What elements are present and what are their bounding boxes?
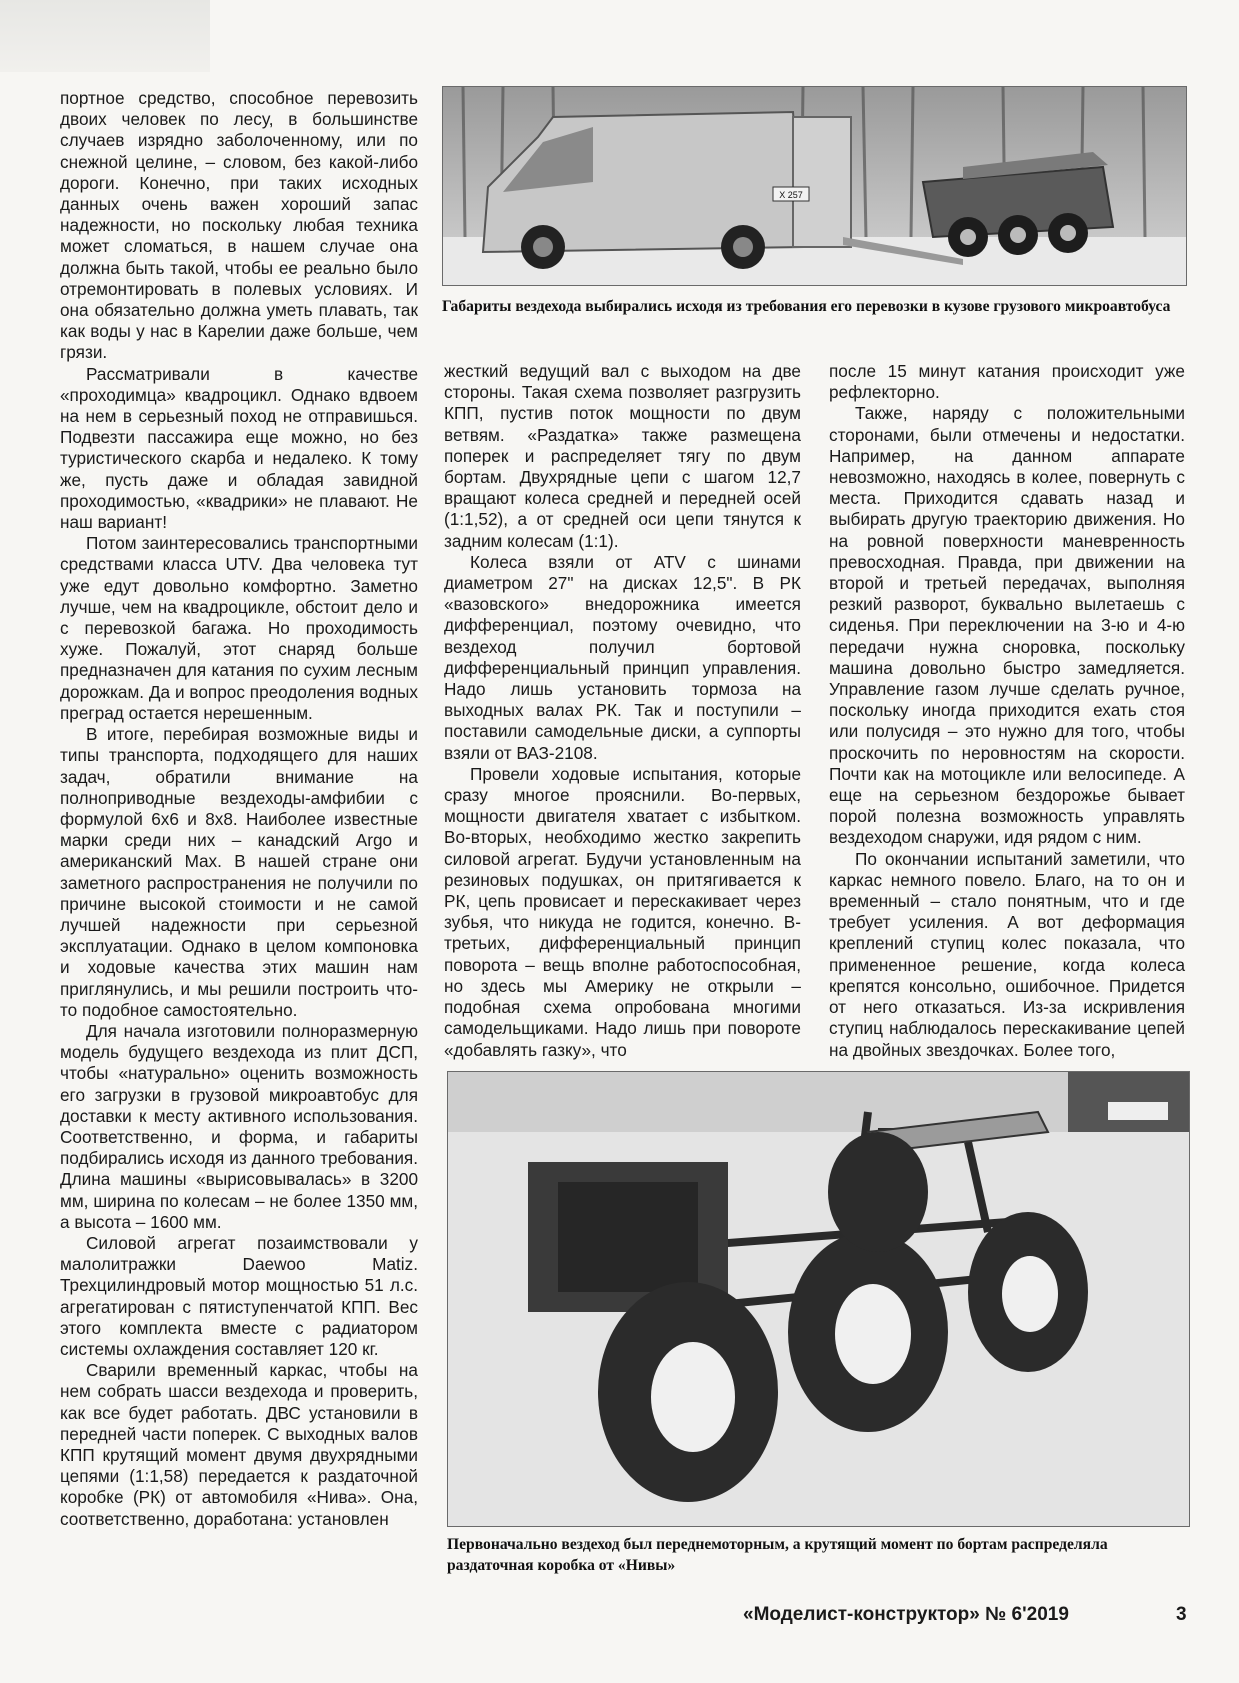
paragraph: портное средство, способное перевозить двоих человек по лесу, в большинстве случаев изрядно заболоченному, или по снежной целине, – словом, без какой-либо дороги. Конечно, при таких исходных данных очень важен хороший запас надежности, но поскольку любая техника может сломаться, в нашем случае она должна быть такой, чтобы ее реально было отремонтировать в полевых условиях. И она обязательно должна уметь плавать, так как воды у нас в Карелии даже больше, чем грязи. bbox=[60, 88, 418, 363]
text-column-2 bbox=[444, 361, 801, 1061]
photo-van-and-vehicle bbox=[442, 86, 1187, 286]
photo-chassis-in-snow bbox=[447, 1071, 1190, 1527]
text-column-3 bbox=[829, 361, 1185, 1061]
paragraph: Для начала изготовили полноразмерную модель будущего вездехода из плит ДСП, чтобы «натурально» оценить возможность его загрузки в грузовой микроавтобус для доставки к месту активного использования. Соответственно, и форма, и габариты подбирались исходя из данного требования. Длина машины «вырисовывалась» в 3200 мм, ширина по колесам – не более 1350 мм, а высота – 1600 мм. bbox=[60, 1020, 418, 1232]
paragraph: В итоге, перебирая возможные виды и типы транспорта, подходящего для наших задач, обратили внимание на полноприводные вездеходы-амфибии с формулой 6х6 и 8х8. Наиболее известные марки среди них – канадский Argo и американский Max. В нашей стране они заметного распространения не получили по причине высокой стоимости и не самой лучшей надежности при серьезной эксплуатации. Однако в целом компоновка и ходовые качества этих машин нам приглянулись, и мы решили построить что-то подобное самостоятельно. bbox=[60, 724, 418, 1020]
photo-caption: Габариты вездехода выбирались исходя из требования его перевозки в кузове грузового микроавтобуса bbox=[442, 298, 1171, 315]
paragraph: Потом заинтересовались транспортными средствами класса UTV. Два человека тут уже едут довольно комфортно. Заметно лучше, чем на квадроцикле, обстоит дело и с перевозкой багажа. Но проходимость хуже. Пожалуй, этот снаряд больше предназначен для катания по сухим лесным дорожкам. Да и вопрос преодоления водных преград остается нерешенным. bbox=[60, 533, 418, 723]
scan-corner-shadow bbox=[0, 0, 210, 72]
photo-caption: Первоначально вездеход был переднемоторным, а крутящий момент по бортам распределяла раздаточная коробка от «Нивы» bbox=[447, 1536, 1108, 1574]
paragraph: после 15 минут катания происходит уже рефлекторно. bbox=[829, 361, 1185, 403]
paragraph: По окончании испытаний заметили, что каркас немного повело. Благо, на то он и временный – стало понятным, что и где требует усиления. А вот деформация креплений ступиц колес показала, что примененное решение, когда колеса крепятся консольно, ошибочное. Придется от него отказаться. Из-за искривления ступиц наблюдалось перескакивание цепей на двойных звездочках. Более того, bbox=[829, 848, 1185, 1060]
page-number: 3 bbox=[1176, 1604, 1187, 1625]
plate-text: Х 257 bbox=[779, 190, 803, 200]
paragraph: Также, наряду с положительными сторонами, были отмечены и недостатки. Например, на данном аппарате невозможно, находясь в колее, повернуть с места. Приходится сдавать назад и выбирать другую траекторию движения. Но на ровной поверхности маневренность превосходная. Правда, при движении на второй и третьей передачах, выполняя резкий разворот, буквально вылетаешь с сиденья. При переключении на 3-ю и 4-ю передачи нужна сноровка, поскольку машина довольно быстро замедляется. Управление газом лучше сделать ручное, поскольку иногда приходится ехать стоя или полусидя – это нужно для того, чтобы проскочить по неровностям на скорости. Почти как на мотоцикле или велосипеде. А еще на серьезном бездорожье бывает порой полезна возможность управлять вездеходом снаружи, идя рядом с ним. bbox=[829, 403, 1185, 848]
paragraph: Провели ходовые испытания, которые сразу многое прояснили. Во-первых, мощности двигателя хватает с избытком. Во-вторых, необходимо жестко закрепить силовой агрегат. Будучи установленным на резиновых подушках, он притягивается к РК, цепь провисает и перескакивает через зубья, что никуда не годится, конечно. В-третьих, дифференциальный принцип поворота – вещь вполне работоспособная, но здесь мы Америку не открыли – подобная схема опробована многими самодельщиками. Надо лишь при повороте «добавлять газку», что bbox=[444, 763, 801, 1060]
paragraph: жесткий ведущий вал с выходом на две стороны. Такая схема позволяет разгрузить КПП, пустив поток мощности по двум ветвям. «Раздатка» также размещена поперек и распределяет тягу по двум бортам. Двухрядные цепи с шагом 12,7 вращают колеса средней и передней осей (1:1,52), а от средней оси цепи тянутся к задним колесам (1:1). bbox=[444, 361, 801, 551]
photo-van-illustration bbox=[443, 87, 1186, 285]
paragraph: Колеса взяли от ATV с шинами диаметром 27" на дисках 12,5". В РК «вазовского» внедорожника имеется дифференциал, поэтому очевидно, что вездеход получил бортовой дифференциальный принцип управления. Надо лишь установить тормоза на выходных валах РК. Так и поступили – поставили самодельные диски, а суппорты взяли от ВАЗ-2108. bbox=[444, 551, 801, 763]
paragraph: Силовой агрегат позаимствовали у малолитражки Daewoo Matiz. Трехцилиндровый мотор мощностью 51 л.с. агрегатирован с пятиступенчатой КПП. Вес этого комплекта вместе с радиатором системы охлаждения составляет 120 кг. bbox=[60, 1232, 418, 1359]
photo-chassis-illustration bbox=[448, 1072, 1189, 1526]
magazine-footer: «Моделист-конструктор» № 6'2019 bbox=[743, 1604, 1069, 1625]
text-column-1 bbox=[60, 88, 418, 1530]
paragraph: Рассматривали в качестве «проходимца» квадроцикл. Однако вдвоем на нем в серьезный поход не отправишься. Подвезти пассажира еще можно, но без туристического скарба и недалеко. К тому же, пусть даже и обладая завидной проходимостью, «квадрики» не плавают. Не наш вариант! bbox=[60, 363, 418, 533]
paragraph: Сварили временный каркас, чтобы на нем собрать шасси вездехода и проверить, как все будет работать. ДВС установили в передней части поперек. С выходных валов КПП крутящий момент двумя двухрядными цепями (1:1,58) передается к раздаточной коробке (РК) от автомобиля «Нива». Она, соответственно, доработана: установлен bbox=[60, 1360, 418, 1529]
